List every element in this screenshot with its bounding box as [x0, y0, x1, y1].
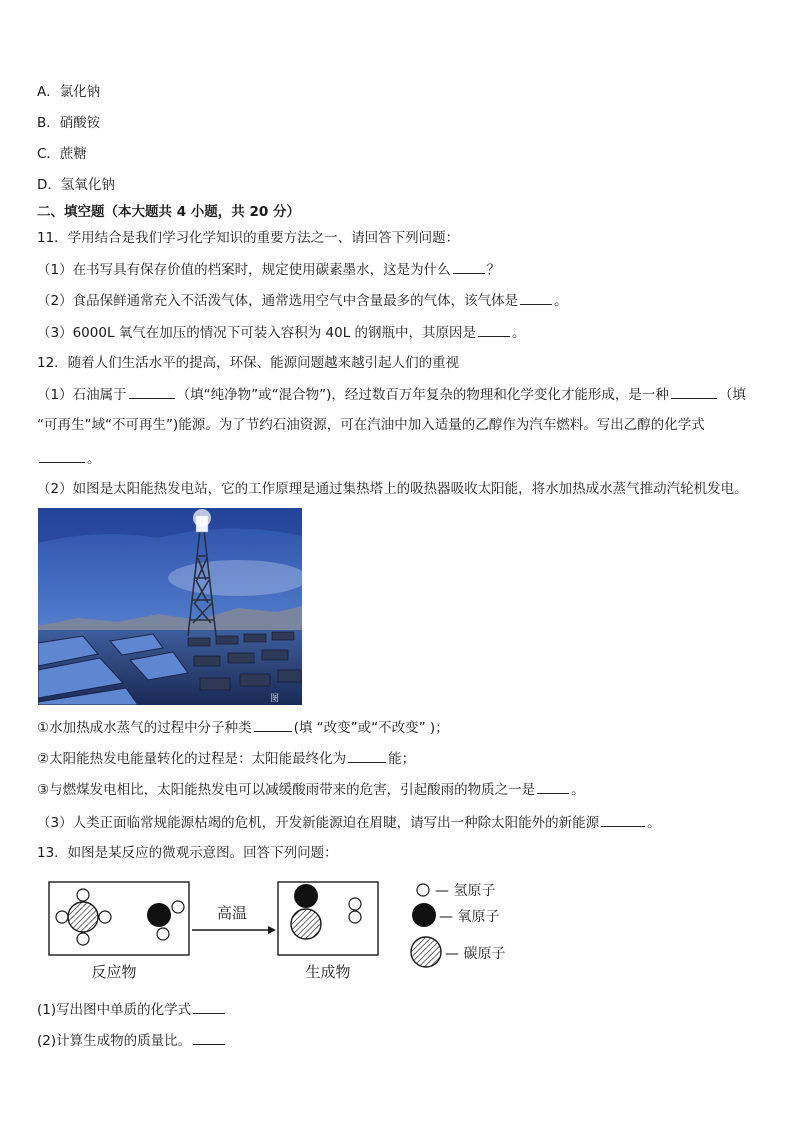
- q11-part2: [37, 291, 568, 310]
- q11-part2-end: 。: [554, 293, 568, 309]
- legend-carbon-icon: [411, 937, 441, 967]
- legend-oxygen-label: — 氧原子: [439, 909, 500, 925]
- option-a: A．氯化钠: [37, 84, 101, 100]
- q12-part1-line1: [37, 385, 746, 404]
- q12-sub3-end: 。: [571, 782, 585, 798]
- legend-carbon-label: — 碳原子: [445, 946, 506, 962]
- q13-part1-text: (1)写出图中单质的化学式: [37, 1002, 192, 1018]
- hydrogen-atom: [172, 901, 184, 913]
- photo-watermark: 图: [270, 694, 280, 704]
- hydrogen-atom: [56, 911, 68, 923]
- q11-part2-text: （2）食品保鲜通常充入不活泼气体，通常选用空气中含量最多的气体，该气体是: [37, 293, 519, 309]
- q11-part3: [37, 323, 526, 342]
- answer-blank[interactable]: [601, 813, 645, 827]
- answer-blank[interactable]: [129, 385, 175, 399]
- arrow-head: [268, 926, 276, 934]
- oxygen-atom: [294, 884, 318, 908]
- q12-part1-line2: “可再生”域“不可再生”)能源。为了节约石油资源，可在汽油中加入适量的乙醇作为汽车燃料。写出乙醇的化学式: [37, 417, 705, 433]
- carbon-atom: [68, 902, 98, 932]
- q13-stem: 13．如图是某反应的微观示意图。回答下列问题：: [37, 845, 338, 861]
- section-title: 二、填空题（本大题共 4 小题，共 20 分）: [37, 204, 300, 220]
- q11-stem: 11．学用结合是我们学习化学知识的重要方法之一、请回答下列问题：: [37, 230, 460, 246]
- answer-blank[interactable]: [39, 449, 85, 463]
- q11-part3-text: （3）6000L 氧气在加压的情况下可装入容积为 40L 的钢瓶中，其原因是: [37, 325, 477, 341]
- option-b: B．硝酸铵: [37, 115, 101, 131]
- solar-thermal-plant-photo: [38, 508, 302, 705]
- q12-sub1: [37, 718, 449, 737]
- q11-part3-end: 。: [512, 325, 526, 341]
- hydrogen-atom: [77, 889, 89, 901]
- reaction-micro-diagram: [38, 872, 538, 987]
- q12-part1-text2: （填“纯净物”或“混合物”)，经过数百万年复杂的物理和化学变化才能形成，是一种: [176, 387, 669, 403]
- q12-sub2-text: ②太阳能热发电能量转化的过程是：太阳能最终化为: [37, 751, 347, 767]
- answer-blank[interactable]: [478, 323, 510, 337]
- arrow-condition-label: 高温: [216, 904, 248, 922]
- q12-sub1-text: ①水加热成水蒸气的过程中分子种类: [37, 720, 252, 736]
- hydrogen-atom: [349, 898, 361, 910]
- products-label: 生成物: [305, 963, 351, 981]
- q13-part1: [37, 1000, 227, 1019]
- q13-part2-text: (2)计算生成物的质量比。: [37, 1033, 192, 1049]
- q12-part3: [37, 813, 661, 832]
- q12-part3-end: 。: [647, 815, 661, 831]
- answer-blank[interactable]: [671, 385, 717, 399]
- q12-sub1-end: (填 “改变”或“不改变” )；: [293, 720, 449, 736]
- q11-part1-end: ？: [486, 262, 501, 278]
- answer-blank[interactable]: [537, 780, 569, 794]
- q11-part1-text: （1）在书写具有保存价值的档案时，规定使用碳素墨水，这是为什么: [37, 262, 451, 278]
- answer-blank[interactable]: [520, 291, 552, 305]
- q12-sub2-end: 能；: [388, 751, 416, 767]
- q12-part1-text3: （填: [718, 387, 746, 403]
- q11-part1: [37, 260, 500, 279]
- q12-part3-text: （3）人类正面临常规能源枯竭的危机，开发新能源迫在眉睫，请写出一种除太阳能外的新能源: [37, 815, 600, 831]
- option-c: C．蔗糖: [37, 146, 87, 162]
- q12-part2: （2）如图是太阳能热发电站，它的工作原理是通过集热塔上的吸热器吸收太阳能，将水加热成水蒸气推动汽轮机发电。: [37, 481, 748, 497]
- q12-sub2: [37, 749, 415, 768]
- legend-hydrogen-icon: [417, 884, 429, 896]
- answer-blank[interactable]: [193, 1031, 225, 1045]
- answer-blank[interactable]: [254, 718, 292, 732]
- q12-sub3-text: ③与燃煤发电相比，太阳能热发电可以减缓酸雨带来的危害，引起酸雨的物质之一是: [37, 782, 536, 798]
- hydrogen-atom: [77, 933, 89, 945]
- answer-blank[interactable]: [193, 1000, 225, 1014]
- hydrogen-atom: [157, 928, 169, 940]
- q12-part1-end: 。: [87, 451, 101, 467]
- hydrogen-atom: [349, 911, 361, 923]
- legend-hydrogen-label: — 氢原子: [435, 883, 496, 899]
- answer-blank[interactable]: [453, 260, 485, 274]
- legend-oxygen-icon: [412, 903, 436, 927]
- q13-part2: [37, 1031, 227, 1050]
- q12-sub3: [37, 780, 585, 799]
- q12-stem: 12．随着人们生活水平的提高，环保、能源问题越来越引起人们的重视: [37, 355, 460, 371]
- reactants-label: 反应物: [91, 963, 137, 981]
- option-d: D．氢氧化钠: [37, 177, 115, 193]
- q12-part1-text: （1）石油属于: [37, 387, 127, 403]
- q12-part1-line3: [37, 449, 101, 468]
- hydrogen-atom: [99, 911, 111, 923]
- answer-blank[interactable]: [348, 749, 386, 763]
- oxygen-atom: [147, 903, 171, 927]
- carbon-atom: [291, 909, 321, 939]
